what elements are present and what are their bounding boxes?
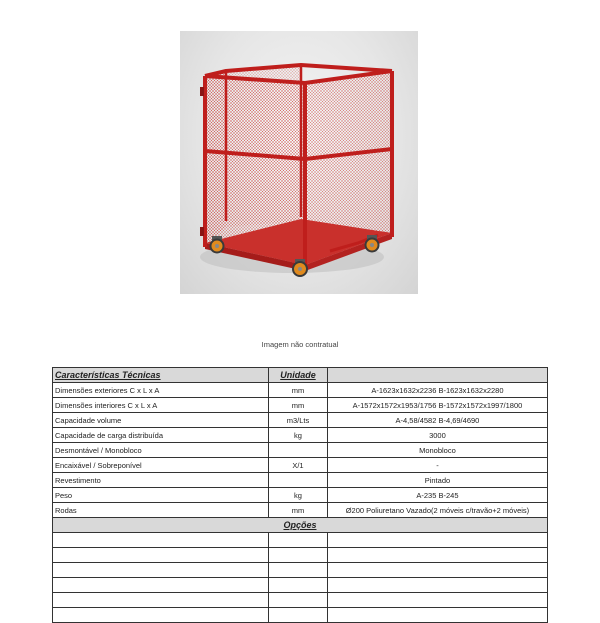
- table-row: [53, 503, 548, 518]
- spec-title-header: Características Técnicas: [53, 368, 269, 383]
- empty-cell: [269, 578, 328, 593]
- spec-value: 3000: [327, 428, 547, 443]
- spec-label: Peso: [53, 488, 269, 503]
- table-header-row: [53, 368, 548, 383]
- empty-option-row: [53, 608, 548, 623]
- empty-cell: [53, 593, 269, 608]
- spec-value: A-4,58/4582 B-4,69/4690: [327, 413, 547, 428]
- empty-cell: [327, 593, 547, 608]
- empty-option-row: [53, 548, 548, 563]
- spec-value: Pintado: [327, 473, 547, 488]
- empty-cell: [53, 533, 269, 548]
- unit-header: Unidade: [269, 368, 328, 383]
- spec-label: Capacidade volume: [53, 413, 269, 428]
- table-row: [53, 398, 548, 413]
- empty-cell: [53, 578, 269, 593]
- table-row: [53, 473, 548, 488]
- table-row: [53, 458, 548, 473]
- table-row: [53, 428, 548, 443]
- spec-unit: mm: [269, 503, 328, 518]
- spec-value: Ø200 Poliuretano Vazado(2 móveis c/travão+2 móveis): [327, 503, 547, 518]
- options-header: Opções: [53, 518, 548, 533]
- options-header-row: [53, 518, 548, 533]
- spec-unit: X/1: [269, 458, 328, 473]
- spec-unit: kg: [269, 488, 328, 503]
- spec-value: -: [327, 458, 547, 473]
- table-row: [53, 443, 548, 458]
- empty-cell: [327, 533, 547, 548]
- spec-unit: kg: [269, 428, 328, 443]
- spec-value: Monobloco: [327, 443, 547, 458]
- empty-cell: [269, 563, 328, 578]
- empty-cell: [269, 593, 328, 608]
- spec-label: Desmontável / Monobloco: [53, 443, 269, 458]
- empty-cell: [269, 548, 328, 563]
- empty-option-row: [53, 533, 548, 548]
- spec-unit: mm: [269, 398, 328, 413]
- empty-cell: [327, 578, 547, 593]
- empty-option-row: [53, 578, 548, 593]
- empty-cell: [53, 563, 269, 578]
- empty-cell: [269, 608, 328, 623]
- spec-unit: m3/Lts: [269, 413, 328, 428]
- empty-cell: [327, 563, 547, 578]
- spec-table-body: [53, 383, 548, 623]
- spec-label: Rodas: [53, 503, 269, 518]
- empty-cell: [327, 608, 547, 623]
- cage-trolley-image: [180, 31, 418, 294]
- spec-unit: [269, 473, 328, 488]
- spec-label: Revestimento: [53, 473, 269, 488]
- spec-unit: mm: [269, 383, 328, 398]
- empty-cell: [53, 548, 269, 563]
- value-header: [327, 368, 547, 383]
- spec-label: Capacidade de carga distribuída: [53, 428, 269, 443]
- empty-cell: [53, 608, 269, 623]
- empty-cell: [269, 533, 328, 548]
- spec-value: A-1623x1632x2236 B-1623x1632x2280: [327, 383, 547, 398]
- spec-label: Dimensões interiores C x L x A: [53, 398, 269, 413]
- spec-label: Encaixável / Sobreponível: [53, 458, 269, 473]
- spec-value: A-1572x1572x1953/1756 B-1572x1572x1997/1800: [327, 398, 547, 413]
- technical-spec-table: [52, 367, 548, 623]
- spec-unit: [269, 443, 328, 458]
- table-row: [53, 488, 548, 503]
- product-photo: [180, 31, 418, 294]
- spec-value: A-235 B-245: [327, 488, 547, 503]
- empty-option-row: [53, 593, 548, 608]
- table-row: [53, 383, 548, 398]
- image-caption: Imagem não contratual: [261, 340, 339, 349]
- spec-label: Dimensões exteriores C x L x A: [53, 383, 269, 398]
- empty-cell: [327, 548, 547, 563]
- empty-option-row: [53, 563, 548, 578]
- table-row: [53, 413, 548, 428]
